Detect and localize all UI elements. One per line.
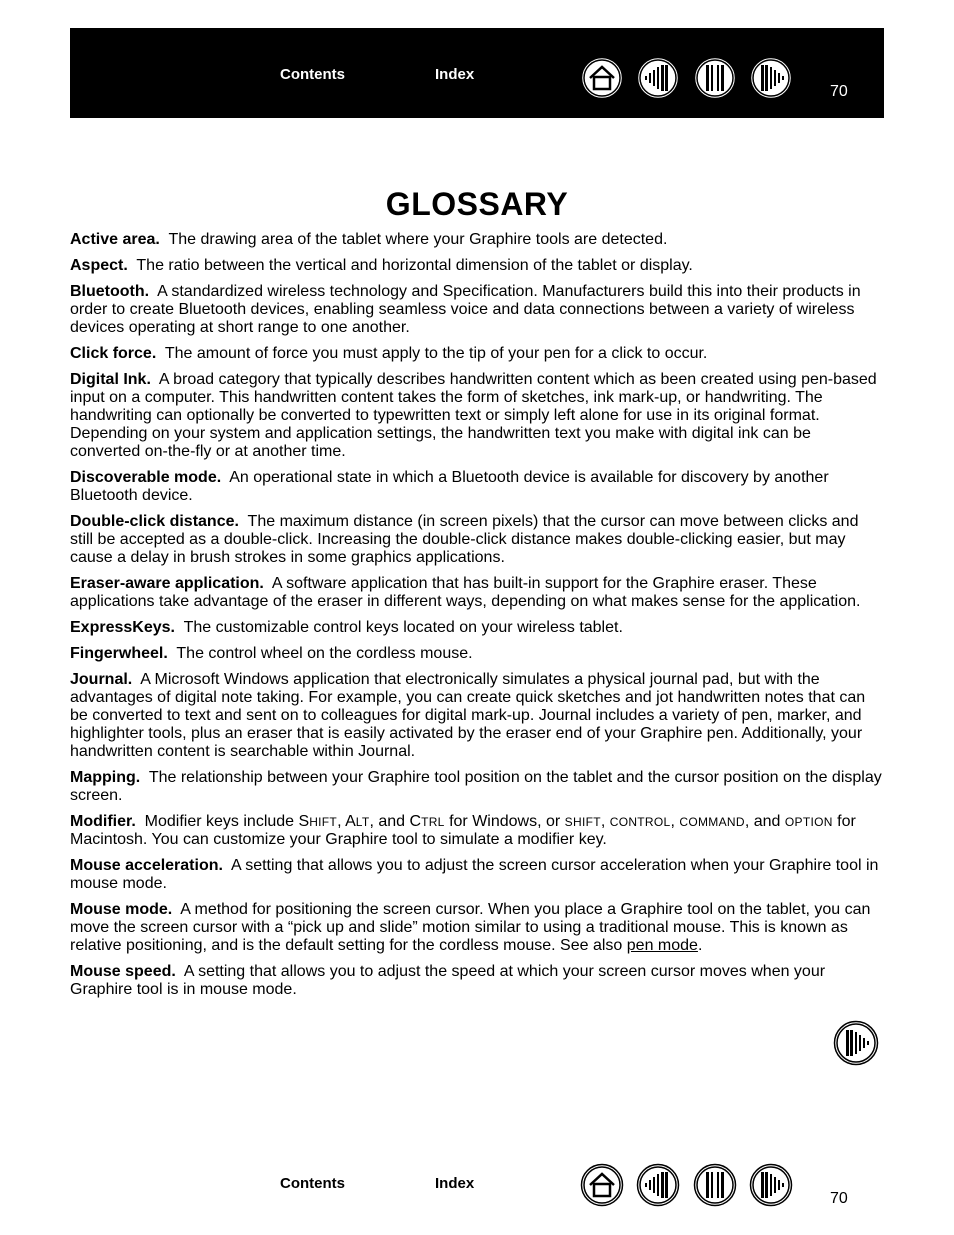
glossary-entry [70, 619, 882, 637]
glossary-entry [70, 769, 882, 805]
contents-link[interactable]: Contents [280, 1175, 345, 1192]
glossary-entry [70, 469, 882, 505]
glossary-term: Fingerwheel. [70, 645, 168, 662]
glossary-definition: A setting that allows you to adjust the speed at which your screen cursor moves when your Graphire tool is in mouse mode. [70, 963, 826, 998]
glossary-definition: The amount of force you must apply to the tip of your pen for a click to occur. [164, 345, 708, 362]
glossary-definition: A setting that allows you to adjust the screen cursor acceleration when your Graphire tool in mouse mode. [70, 857, 879, 892]
glossary-definition: The control wheel on the cordless mouse. [176, 645, 473, 662]
glossary-definition: A broad category that typically describes handwritten content which as been created using pen-based input on a computer. This handwritten content takes the form of sketches, ink mark-up, or handwriting. The handwriting can optionally be converted to typewritten text or simply left alone for use in its original format. Depending on your system and application settings, the handwritten text you make with digital ink can be converted on-the-fly or at another time. [70, 371, 877, 460]
glossary-entry [70, 345, 882, 363]
glossary-definition: A standardized wireless technology and Specification. Manufacturers build this into their products in order to create Bluetooth devices, enabling seamless voice and data connections between a variety of wireless devices operating at short range to one another. [70, 283, 861, 336]
glossary-definition: Modifier keys include SHIFT, ALT, and CTRL for Windows, or SHIFT, CONTROL, COMMAND, and OPTION for Macintosh. You can customize your Graphire tool to simulate a modifier key. [70, 813, 856, 848]
glossary-entry [70, 645, 882, 663]
glossary-term: Mouse mode. [70, 901, 173, 918]
glossary-entry [70, 513, 882, 567]
glossary-entry [70, 857, 882, 893]
header-bar [70, 28, 884, 118]
contents-link[interactable]: Contents [280, 66, 345, 83]
glossary-term: Double-click distance. [70, 513, 239, 530]
home-icon[interactable] [580, 56, 624, 100]
glossary-definition: A method for positioning the screen cursor. When you place a Graphire tool on the tablet, you can move the screen cursor with a “pick up and slide” motion similar to using a traditional mouse. This is known as relative positioning, and is the default setting for the cordless mouse. See also pen mode. [70, 901, 871, 954]
glossary-term: Mouse acceleration. [70, 857, 223, 874]
glossary-term: Click force. [70, 345, 157, 362]
footer-bar [70, 1160, 884, 1220]
glossary-entry [70, 231, 882, 249]
glossary-definition: The maximum distance (in screen pixels) that the cursor can move between clicks and still be accepted as a double-click. Increasing the double-click distance makes double-clicking easier, but may cause a delay in brush strokes in some graphics applications. [70, 513, 859, 566]
glossary-entry [70, 963, 882, 999]
glossary-entry [70, 371, 882, 461]
glossary-definition: The customizable control keys located on your wireless tablet. [183, 619, 623, 636]
chapter-icon[interactable] [693, 56, 737, 100]
index-link[interactable]: Index [435, 66, 475, 83]
glossary-definition: The relationship between your Graphire tool position on the tablet and the cursor position on the display screen. [70, 769, 882, 804]
next-page-icon[interactable] [833, 1020, 879, 1066]
glossary-entry [70, 901, 882, 955]
next-page-icon[interactable] [749, 56, 793, 100]
glossary-term: Mouse speed. [70, 963, 176, 980]
previous-page-icon[interactable] [636, 56, 680, 100]
glossary-entry [70, 575, 882, 611]
glossary-term: Digital Ink. [70, 371, 151, 388]
glossary-entry [70, 671, 882, 761]
page-number: 70 [830, 83, 848, 100]
pen-mode-link[interactable]: pen mode [626, 937, 698, 954]
glossary-term: Journal. [70, 671, 133, 688]
glossary-term: Eraser-aware application. [70, 575, 264, 592]
glossary-definition: An operational state in which a Bluetooth device is available for discovery by another Bluetooth device. [70, 469, 829, 504]
glossary-term: Discoverable mode. [70, 469, 222, 486]
glossary-term: ExpressKeys. [70, 619, 175, 636]
glossary-term: Active area. [70, 231, 160, 248]
chapter-icon[interactable] [693, 1163, 737, 1207]
glossary-term: Bluetooth. [70, 283, 150, 300]
glossary-definition: The ratio between the vertical and horizontal dimension of the tablet or display. [136, 257, 693, 274]
glossary-list [70, 231, 882, 1007]
index-link[interactable]: Index [435, 1175, 475, 1192]
glossary-definition: The drawing area of the tablet where your Graphire tools are detected. [168, 231, 668, 248]
glossary-entry [70, 257, 882, 275]
glossary-term: Mapping. [70, 769, 141, 786]
next-page-icon[interactable] [749, 1163, 793, 1207]
glossary-term: Aspect. [70, 257, 128, 274]
glossary-definition: A Microsoft Windows application that electronically simulates a physical journal pad, but with the advantages of digital note taking. For example, you can create quick sketches and jot handwritten notes that can be converted to text and sent on to colleagues for digital mark-up. Journal includes a variety of pen, marker, and highlighter tools, plus an eraser that is easily activated by the eraser end of your Graphire pen. Additionally, your handwritten content is searchable within Journal. [70, 671, 866, 760]
glossary-term: Modifier. [70, 813, 136, 830]
page-title: GLOSSARY [385, 186, 569, 222]
page-number: 70 [830, 1190, 848, 1207]
glossary-entry [70, 283, 882, 337]
previous-page-icon[interactable] [636, 1163, 680, 1207]
glossary-entry [70, 813, 882, 849]
home-icon[interactable] [580, 1163, 624, 1207]
glossary-definition: A software application that has built-in support for the Graphire eraser. These applications take advantage of the eraser in different ways, depending on what makes sense for the application. [70, 575, 861, 610]
